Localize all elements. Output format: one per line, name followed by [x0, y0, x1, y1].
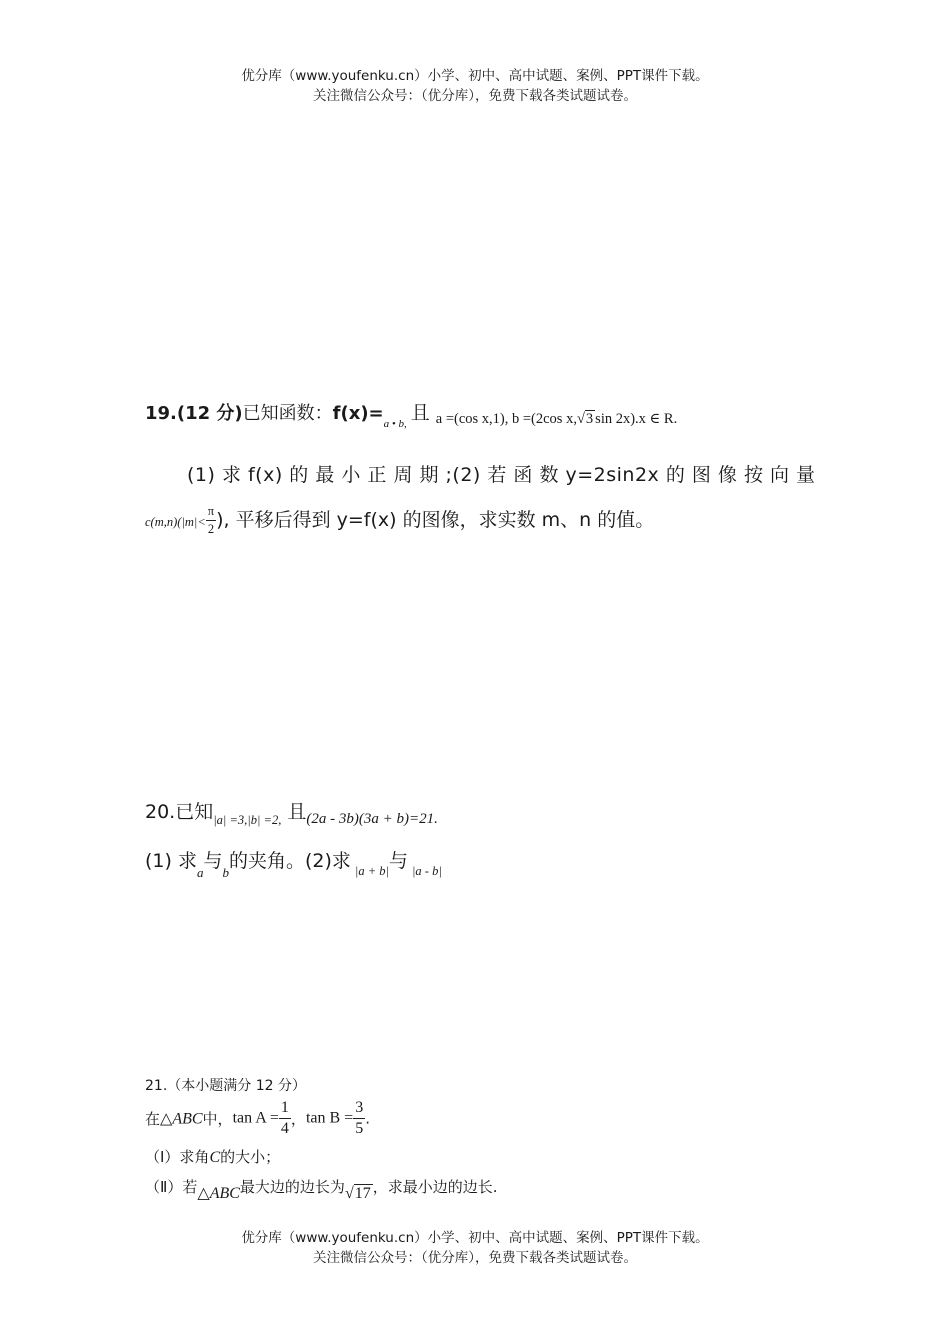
q19-fx: f(x)=: [332, 403, 384, 424]
q19-stem: 已知函数：: [242, 403, 333, 424]
q20-with: 与: [203, 850, 223, 872]
q19-line1: [145, 398, 677, 430]
q21-angle-C: C: [209, 1149, 221, 1166]
q20-vector-a: a: [196, 865, 204, 880]
q21-triangle: △ABC: [160, 1110, 203, 1128]
q20-angle: 的夹角。(2)求: [228, 850, 351, 872]
q19-line3-tail: ), 平移后得到 y=f(x) 的图像，求实数 m、n 的值。: [216, 509, 655, 531]
q21-tanA: tan A =: [232, 1109, 279, 1127]
q20-line2: [145, 846, 442, 881]
q20-expression: (2a - 3b)(3a + b)=21.: [306, 811, 438, 827]
q19-line2: (1) 求 f(x) 的 最 小 正 周 期 ;(2) 若 函 数 y=2sin2x 的 图 像 按 向 量: [187, 464, 816, 486]
q19-ab: a • b,: [383, 418, 407, 430]
q20-with2: 与: [388, 850, 408, 872]
q20-condition: |a| =3,|b| =2,: [213, 813, 282, 827]
q21-triangle-2: △ABC: [197, 1185, 240, 1202]
q21-sqrt17: √17: [344, 1185, 371, 1202]
q19-vectors: a =(cos x,1), b =(2cos x,√3 sin 2x).x ∈ R.: [435, 411, 678, 427]
q19-line3: [145, 503, 654, 538]
q21-stem: 在△ABC中，tan A = $\frac{1}{4}$ ，tan B = $\frac{3}{5}$ .: [145, 1099, 370, 1137]
q21-part1: （Ⅰ）求角C的大小；: [145, 1148, 281, 1166]
q21-title: 21.（本小题满分 12 分）: [145, 1078, 306, 1094]
q20-and: 且: [287, 801, 307, 823]
q21-part2: （Ⅱ）若△ABC最大边的边长为√17 ，求最小边的边长.: [145, 1178, 498, 1202]
header-line-1: 优分库（www.youfenku.cn）小学、初中、高中试题、案例、PPT课件下载。: [241, 68, 709, 84]
footer-line-2: 关注微信公众号：（优分库），免费下载各类试题试卷。: [313, 1250, 637, 1266]
footer-line-1: 优分库（www.youfenku.cn）小学、初中、高中试题、案例、PPT课件下载。: [241, 1230, 709, 1246]
q19-pi-over-2: $\frac{\pi}{2}$: [207, 504, 215, 536]
q20-line1: [145, 797, 438, 828]
q20-diff-norm: |a - b|: [411, 864, 442, 878]
q21-tanA-fraction: $\frac{1}{4}$: [280, 1099, 289, 1137]
q20-vector-b: b: [222, 865, 229, 880]
q19-number: 19.(12 分): [145, 403, 243, 424]
q21-tanB: tan B =: [305, 1109, 354, 1127]
sqrt-symbol: √3: [576, 411, 594, 427]
header-line-2: 关注微信公众号：（优分库），免费下载各类试题试卷。: [313, 88, 637, 104]
q19-c-vector: c(m,n)(|m|<: [145, 515, 206, 529]
q21-tanB-fraction: $\frac{3}{5}$: [355, 1099, 364, 1137]
q19-and: 且: [410, 402, 430, 424]
q20-part1: (1) 求: [145, 850, 197, 872]
q20-sum-norm: |a + b|: [354, 864, 389, 878]
q20-prefix: 20.已知: [145, 801, 214, 823]
